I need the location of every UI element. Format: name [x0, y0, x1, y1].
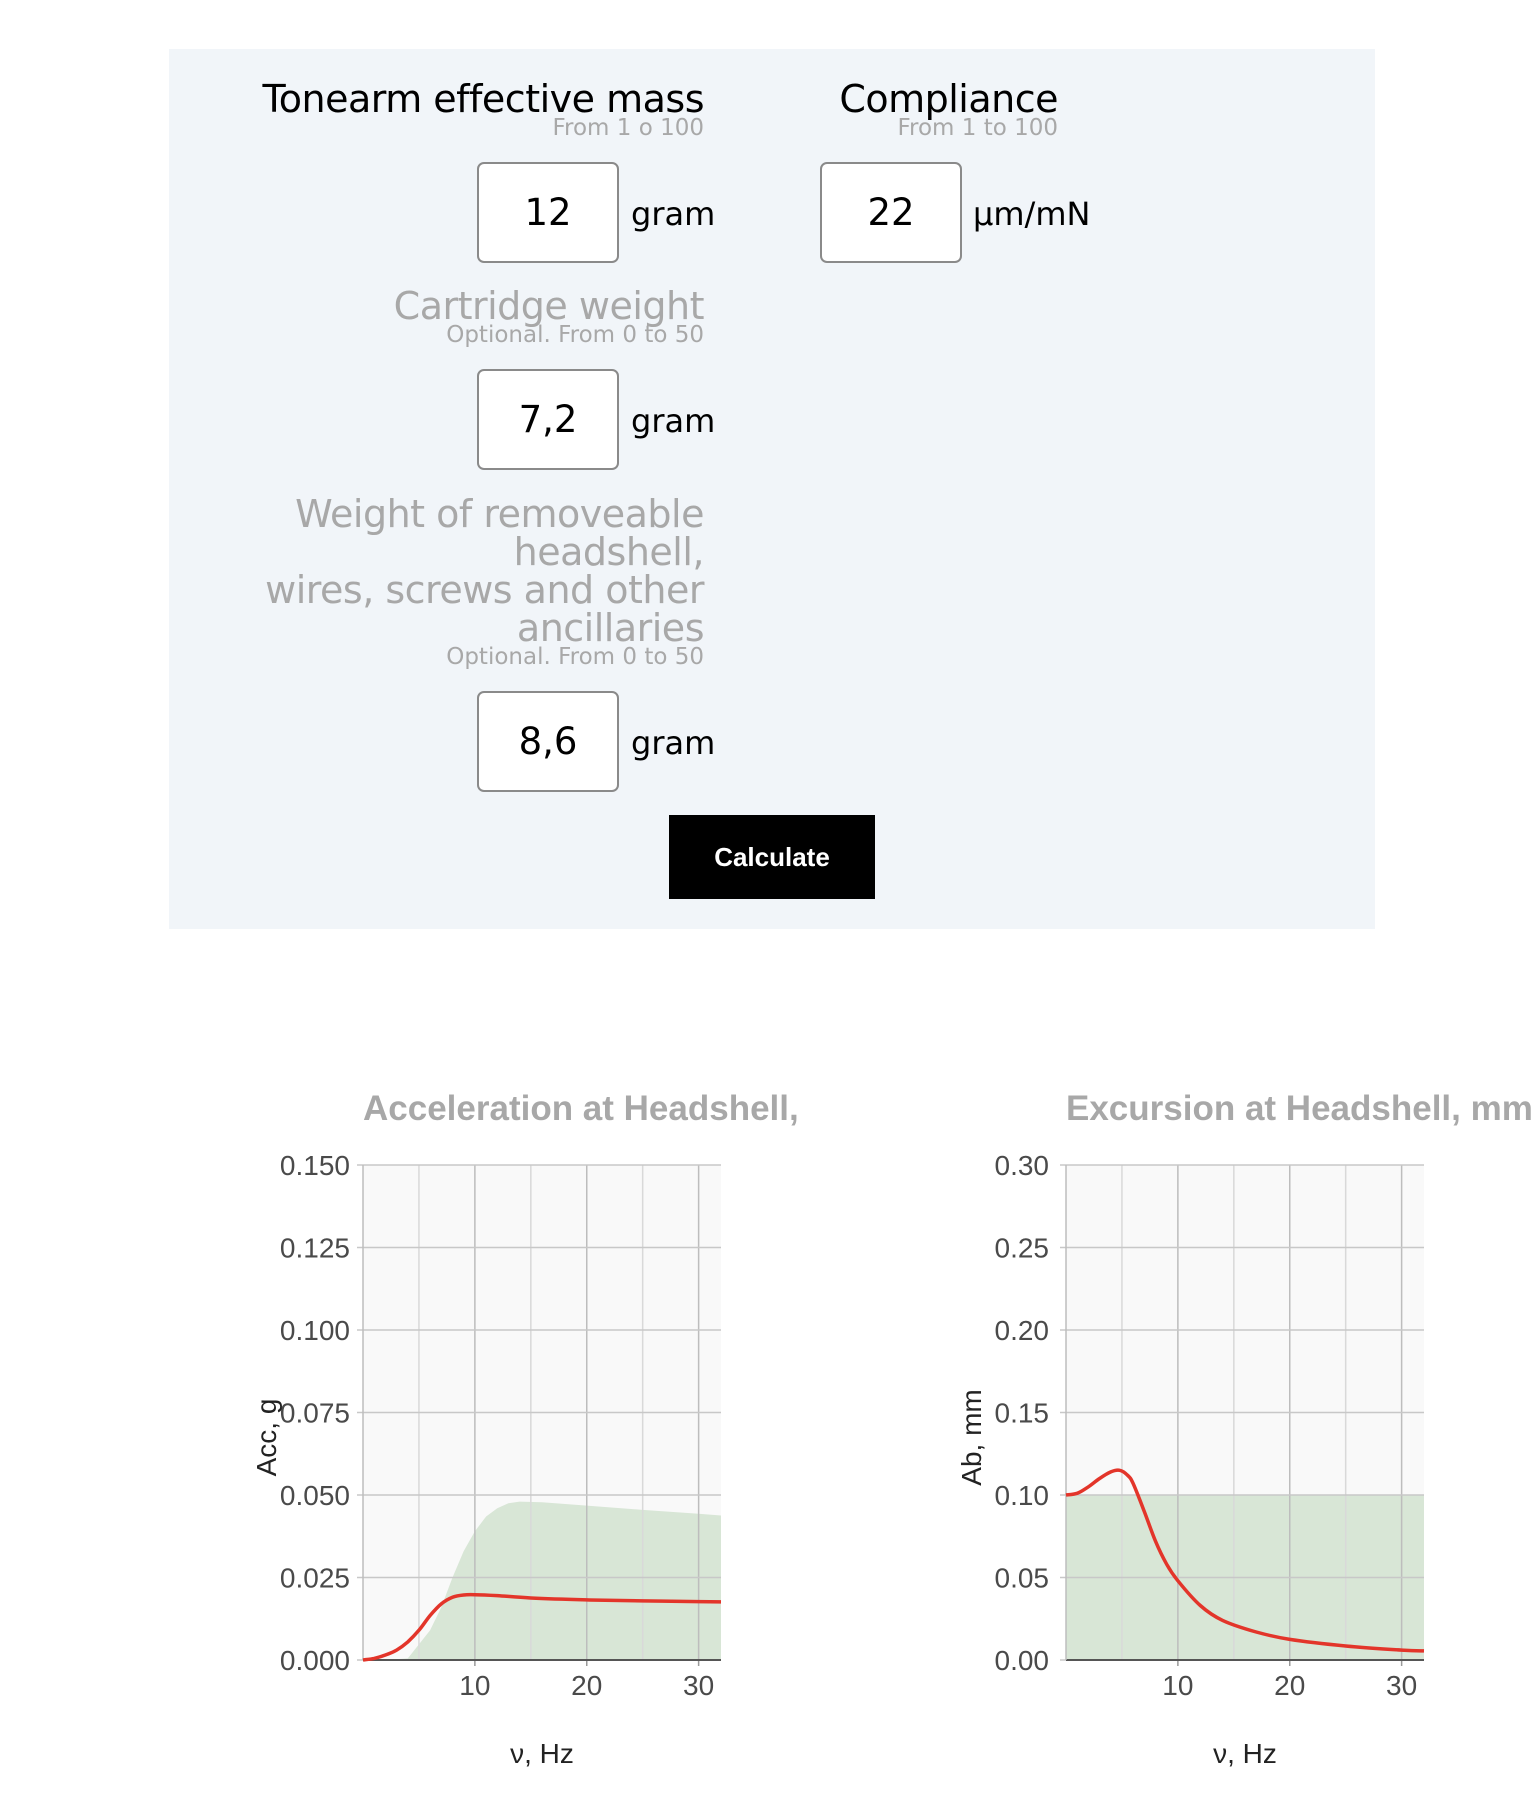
y-tick-label: 0.30: [994, 1150, 1049, 1181]
headshell-weight-value[interactable]: [479, 719, 617, 764]
y-tick-label: 0.25: [994, 1232, 1049, 1264]
x-axis-label: ν, Hz: [510, 1738, 574, 1769]
y-axis-label: Acc, g: [251, 1398, 282, 1477]
headshell-weight-hint: Optional. From 0 to 50: [446, 644, 704, 670]
chart-title: Excursion at Headshell, mm: [1066, 1089, 1533, 1128]
y-tick-label: 0.15: [994, 1397, 1049, 1429]
compliance-label: Compliance: [839, 77, 1058, 121]
calculator-panel: [169, 49, 1375, 929]
excursion-chart: [956, 1089, 1533, 1769]
y-tick-label: 0.125: [279, 1232, 350, 1264]
tonearm-mass-hint: From 1 o 100: [552, 115, 704, 141]
compliance-input[interactable]: [820, 162, 962, 263]
y-tick-label: 0.00: [994, 1645, 1049, 1676]
x-tick-label: 10: [459, 1670, 491, 1701]
y-tick-label: 0.20: [994, 1315, 1049, 1346]
x-tick-label: 20: [1274, 1670, 1306, 1701]
tonearm-mass-unit: gram: [631, 195, 716, 233]
calculate-button[interactable]: Calculate: [669, 815, 875, 899]
y-tick-label: 0.050: [279, 1480, 350, 1511]
cartridge-weight-hint: Optional. From 0 to 50: [446, 322, 704, 348]
headshell-label-line: Weight of removeable: [295, 492, 704, 536]
y-tick-label: 0.100: [279, 1315, 350, 1346]
compliance-value[interactable]: [822, 190, 960, 235]
cartridge-weight-input[interactable]: [477, 369, 619, 470]
y-axis-label: Ab, mm: [956, 1389, 987, 1486]
compliance-hint: From 1 to 100: [897, 115, 1058, 141]
cartridge-weight-value[interactable]: [479, 397, 617, 442]
y-tick-label: 0.025: [279, 1562, 350, 1594]
y-tick-label: 0.000: [279, 1645, 350, 1676]
y-tick-label: 0.05: [994, 1562, 1049, 1594]
cartridge-weight-label: Cartridge weight: [393, 284, 704, 328]
cartridge-weight-unit: gram: [631, 402, 716, 440]
acceleration-chart: [251, 1089, 799, 1769]
headshell-label-line: ancillaries: [516, 606, 704, 650]
tonearm-mass-value[interactable]: [479, 190, 617, 235]
headshell-weight-unit: gram: [631, 724, 716, 762]
tonearm-mass-input[interactable]: [477, 162, 619, 263]
x-tick-label: 10: [1162, 1670, 1194, 1701]
x-tick-label: 20: [571, 1670, 603, 1701]
compliance-unit: μm/mN: [973, 195, 1091, 233]
headshell-label-line: headshell,: [513, 530, 704, 574]
charts-area: [0, 1060, 1536, 1795]
headshell-weight-input[interactable]: [477, 691, 619, 792]
x-axis-label: ν, Hz: [1213, 1738, 1277, 1769]
headshell-label-line: wires, screws and other: [265, 568, 704, 612]
tonearm-mass-label: Tonearm effective mass: [262, 77, 704, 121]
y-tick-label: 0.150: [279, 1150, 350, 1181]
headshell-weight-label: [224, 492, 704, 650]
x-tick-label: 30: [1386, 1670, 1418, 1701]
y-tick-label: 0.10: [994, 1480, 1049, 1511]
chart-title: Acceleration at Headshell,: [363, 1089, 799, 1128]
y-tick-label: 0.075: [279, 1397, 350, 1429]
x-tick-label: 30: [683, 1670, 715, 1701]
